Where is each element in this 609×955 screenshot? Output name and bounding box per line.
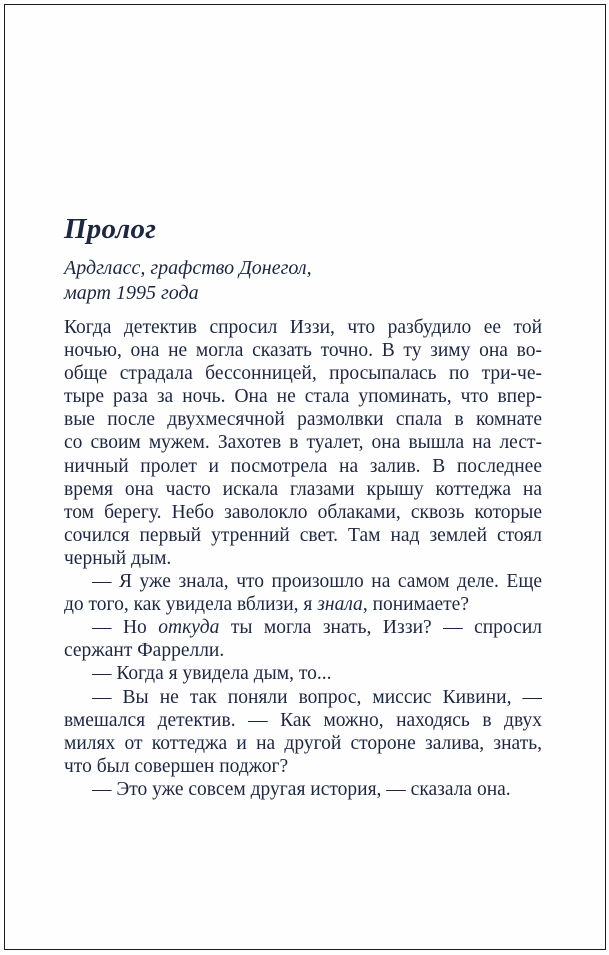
text-line	[64, 524, 542, 547]
text-line	[64, 778, 542, 801]
text-line	[64, 431, 542, 454]
chapter-title: Пролог	[64, 213, 157, 245]
text-segment: что был совершен поджог?	[64, 755, 289, 777]
text-segment: милях от коттеджа и на другой стороне залива, знать,	[64, 732, 542, 754]
text-segment: до того, как увидела вблизи, я	[64, 594, 318, 616]
text-line	[64, 316, 542, 339]
emphasized-text: знала	[317, 594, 363, 616]
text-line	[64, 570, 542, 593]
text-segment: — Вы не так поняли вопрос, миссис Кивини, —	[92, 686, 542, 708]
text-line	[64, 593, 542, 616]
text-line	[64, 686, 542, 709]
body-text	[64, 316, 542, 801]
text-segment: обще страдала бессонницей, просыпалась по три-че-	[64, 363, 542, 385]
text-line	[64, 639, 542, 662]
text-line	[64, 408, 542, 431]
text-segment: ночью, она не могла сказать точно. В ту зиму она во-	[64, 340, 542, 362]
text-segment: черный дым.	[64, 547, 172, 569]
text-line	[64, 385, 542, 408]
text-segment: — Когда я увидела дым, то...	[92, 663, 332, 685]
text-line	[64, 732, 542, 755]
text-segment: Когда детектив спросил Иззи, что разбудило ее той	[64, 317, 542, 338]
text-line	[64, 616, 542, 639]
text-line	[64, 662, 542, 685]
text-line	[64, 339, 542, 362]
text-segment: тыре раза за ночь. Она не стала упоминать, что впер-	[64, 386, 542, 408]
text-segment: ты могла знать, Иззи? — спросил	[219, 617, 542, 639]
text-segment: вмешался детектив. — Как можно, находясь в двух	[64, 709, 542, 731]
text-line	[64, 709, 542, 732]
text-segment: сержант Фаррелли.	[64, 640, 225, 662]
dateline-place: Ардгласс, графство Донегол,	[64, 257, 312, 279]
text-segment: ничный пролет и посмотрела на залив. В последнее	[64, 455, 542, 477]
text-line	[64, 501, 542, 524]
text-segment: со своим мужем. Захотев в туалет, она вышла на лест-	[64, 432, 542, 454]
text-line	[64, 455, 542, 478]
emphasized-text: откуда	[158, 617, 220, 639]
text-segment: — Но	[92, 617, 159, 639]
text-segment: — Это уже совсем другая история, — сказала она.	[92, 778, 511, 800]
dateline-date: март 1995 года	[64, 282, 199, 304]
text-segment: сочился первый утренний свет. Там над землей стоял	[64, 524, 542, 546]
text-line	[64, 362, 542, 385]
text-line	[64, 478, 542, 501]
text-line	[64, 547, 542, 570]
text-line	[64, 755, 542, 778]
text-segment: вые после двухмесячной размолвки спала в комнате	[64, 409, 542, 431]
dateline	[64, 256, 312, 306]
text-segment: время она часто искала глазами крышу коттеджа на	[64, 478, 542, 500]
text-segment: — Я уже знала, что произошло на самом деле. Еще	[92, 571, 542, 593]
text-segment: , понимаете?	[362, 594, 469, 616]
text-segment: том берегу. Небо заволокло облаками, сквозь которые	[64, 501, 542, 523]
